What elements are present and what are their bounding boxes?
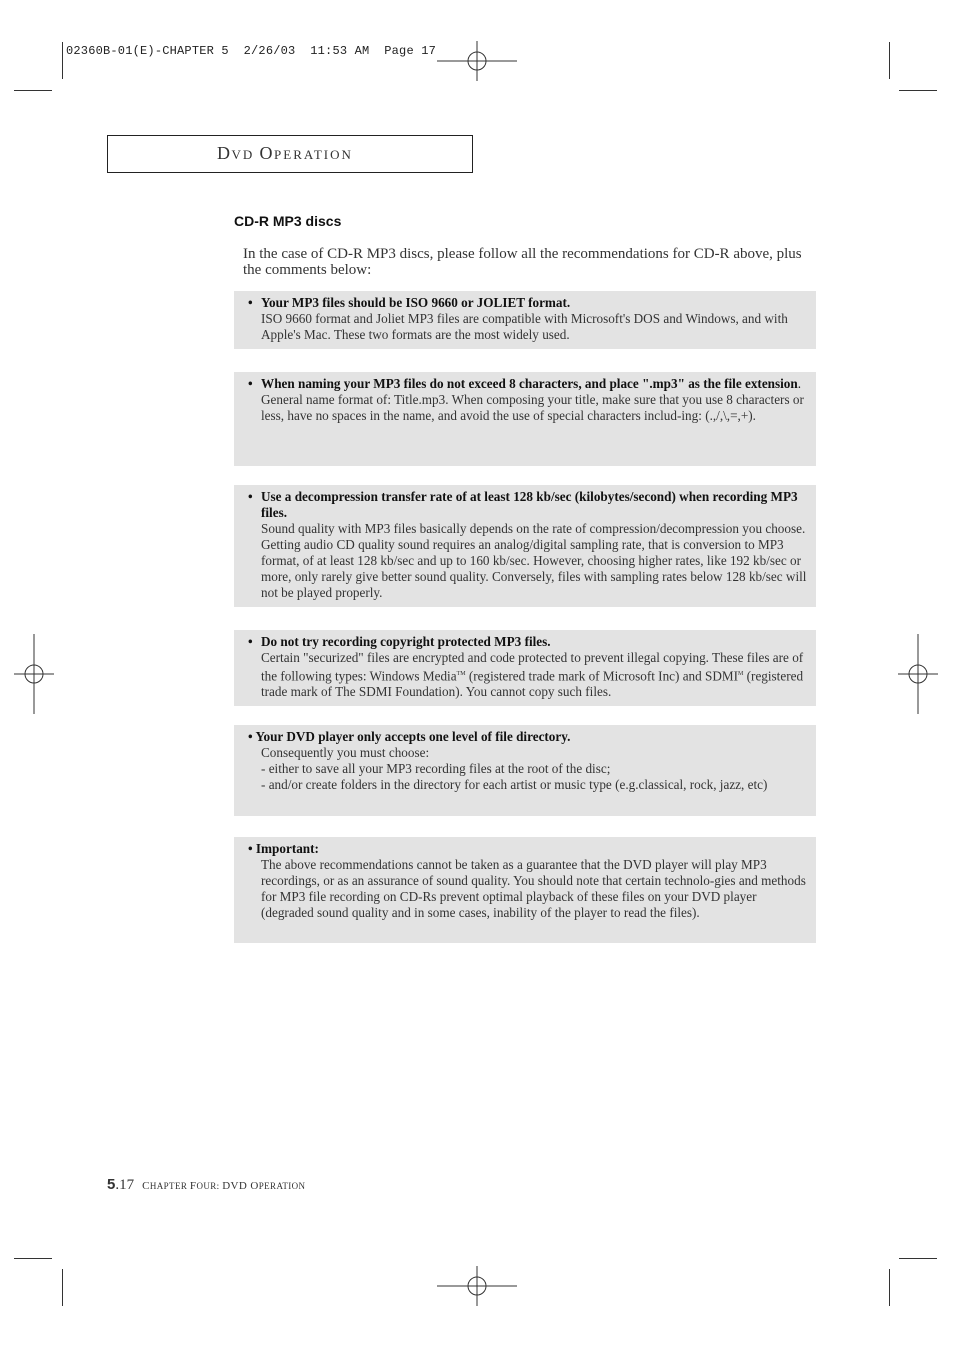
crop-mark [14, 90, 52, 91]
note-body: Certain "securized" files are encrypted and code protected to prevent illegal copying. These files are of the following types: Windows Media™ (registered trade mark of Microsoft Inc) and $SDMI^M$ (registered trade mark of The SDMI Foundation). You cannot copy such files. [261, 650, 804, 700]
note-body: Sound quality with MP3 files basically depends on the rate of compression/decompression you choose. Getting audio CD quality sound requires an analog/digital sampling rate, that is conversion to MP3 format, of at least 128 kb/sec and up to 160 kb/sec. However, choosing higher rates, like 192 kb/sec or more, only rarely give better sound quality. Conversely, files with sampling rates below 128 kb/sec will not be played properly. [261, 521, 807, 600]
note-title: • Your MP3 files should be ISO 9660 or JOLIET format. [248, 295, 571, 310]
note-body: Consequently you must choose: - either to save all your MP3 recording files at the root of the disc; - and/or create folders in the directory for each artist or music type (e.g.classical, rock, jazz, etc) [261, 745, 768, 792]
intro-paragraph: In the case of CD-R MP3 discs, please follow all the recommendations for CD-R above, plus the comments below: [243, 246, 802, 278]
crop-mark [62, 42, 63, 79]
registration-mark-icon [14, 634, 54, 714]
crop-mark [899, 90, 937, 91]
section-title: CD-R MP3 discs [234, 213, 342, 229]
crop-mark [14, 1258, 52, 1259]
registration-mark-icon [898, 634, 938, 714]
note-box [234, 725, 816, 816]
note-box [234, 485, 816, 607]
note-box [234, 372, 816, 466]
note-box [234, 630, 816, 706]
print-slug: 02360B-01(E)-CHAPTER 5 2/26/03 11:53 AM Page 17 [66, 44, 437, 58]
registration-mark-icon [437, 1266, 517, 1306]
note-title: • Use a decompression transfer rate of at least 128 kb/sec (kilobytes/second) when recording MP3 files. [248, 489, 798, 520]
chapter-header-title: DVD OPERATION [217, 143, 353, 163]
note-title: • Do not try recording copyright protected MP3 files. [248, 634, 551, 649]
registration-mark-icon [437, 41, 517, 81]
crop-mark [889, 42, 890, 79]
crop-mark [62, 1269, 63, 1306]
note-body: ISO 9660 format and Joliet MP3 files are compatible with Microsoft's DOS and Windows, and with Apple's Mac. These two formats are the most widely used. [261, 311, 788, 342]
note-body: The above recommendations cannot be taken as a guarantee that the DVD player will play MP3 recordings, or as an assurance of sound quality. You should note that certain technolo-gies and methods for MP3 file recording on CD-Rs prevent optimal playback of these files on your DVD player (degraded sound quality and in some cases, inability of the player to read the files). [261, 857, 806, 920]
note-title: • Your DVD player only accepts one level of file directory. [248, 729, 571, 744]
footer-chapter-title: CHAPTER FOUR: DVD OPERATION [142, 1180, 306, 1192]
note-box [234, 291, 816, 349]
note-body: General name format of: Title.mp3. When composing your title, make sure that you use 8 characters or less, have no spaces in the name, and avoid the use of special characters includ-ing: (.,/,\,=,+). [261, 392, 804, 423]
note-title: • When naming your MP3 files do not exceed 8 characters, and place ".mp3" as the file extension. [248, 376, 802, 391]
page-number: .17 [115, 1177, 135, 1193]
chapter-number: 5 [107, 1176, 116, 1193]
chapter-header [107, 135, 473, 173]
crop-mark [899, 1258, 937, 1259]
crop-mark [889, 1269, 890, 1306]
page-footer [107, 1176, 305, 1194]
note-box [234, 837, 816, 943]
note-title: • Important: [248, 841, 319, 856]
